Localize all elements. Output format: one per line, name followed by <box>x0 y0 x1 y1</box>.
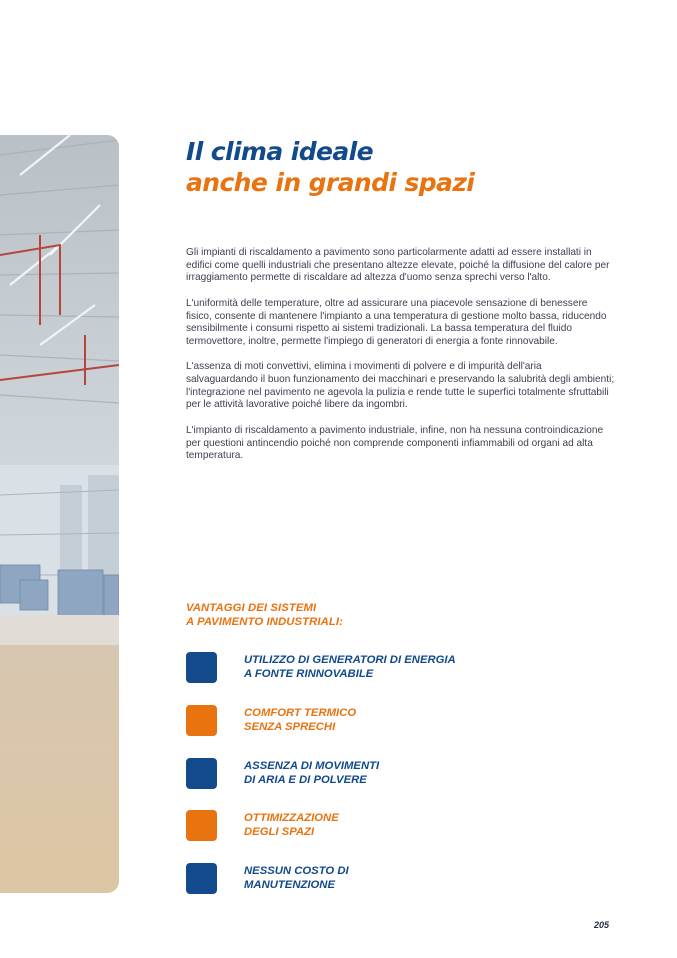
title-line-1: Il clima ideale <box>186 137 373 166</box>
advantage-label <box>244 812 339 839</box>
title-line-2: anche in grandi spazi <box>186 168 475 197</box>
advantage-label-line-1: ASSENZA DI MOVIMENTI <box>244 760 380 772</box>
advantage-label-line-1: COMFORT TERMICO <box>244 707 357 719</box>
industrial-hall-illustration <box>0 135 119 893</box>
advantage-item <box>186 758 586 790</box>
advantage-label <box>244 654 456 681</box>
advantage-label-line-2: DI ARIA E DI POLVERE <box>244 773 367 786</box>
advantage-label-line-2: A FONTE RINNOVABILE <box>244 667 374 680</box>
body-text <box>186 247 616 476</box>
advantage-label <box>244 707 356 734</box>
advantage-label-line-2: DEGLI SPAZI <box>244 825 315 838</box>
advantage-item <box>186 810 586 842</box>
blue-square-bullet <box>186 863 217 894</box>
advantage-item <box>186 652 586 684</box>
blue-square-bullet <box>186 652 217 683</box>
orange-square-bullet <box>186 810 217 841</box>
advantage-item <box>186 863 586 895</box>
advantage-label <box>244 865 349 892</box>
orange-square-bullet <box>186 705 217 736</box>
advantage-label-line-1: OTTIMIZZAZIONE <box>244 812 339 824</box>
advantages-heading <box>186 601 343 629</box>
advantage-label-line-2: SENZA SPRECHI <box>244 720 336 733</box>
advantage-label <box>244 760 379 787</box>
advantage-label-line-2: MANUTENZIONE <box>244 878 335 891</box>
page-title <box>186 136 474 198</box>
advantage-item <box>186 705 586 737</box>
page-number: 205 <box>594 920 610 930</box>
advantages-heading-line-1: VANTAGGI DEI SISTEMI <box>186 602 317 614</box>
paragraph: Gli impianti di riscaldamento a pavimento sono particolarmente adatti ad essere installati in edifici come quelli industriali che presentano altezze elevate, poiché la diffusione del calore per irraggiamento permette di riscaldare ad altezza d'uomo senza sprechi verso l'alto. <box>186 247 610 284</box>
industrial-hall-photo <box>0 135 119 893</box>
paragraph: L'impianto di riscaldamento a pavimento industriale, infine, non ha nessuna controindicazione per questioni antincendio poiché non comprende componenti infiammabili od organi ad alta temperatura. <box>186 424 604 462</box>
advantage-label-line-1: NESSUN COSTO DI <box>244 865 349 877</box>
blue-square-bullet <box>186 758 217 789</box>
advantages-heading-line-2: A PAVIMENTO INDUSTRIALI: <box>186 616 343 628</box>
paragraph: L'uniformità delle temperature, oltre ad assicurare una piacevole sensazione di benessere fisico, consente di mantenere l'impianto a una temperatura di gestione molto bassa, riducendo sensibilmente i consumi rispetto ai sistemi tradizionali. La bassa temperatura del fluido termovettore, inoltre, permette l'impiego di generatori di energia a fonte rinnovabile. <box>186 297 607 347</box>
advantage-label-line-1: UTILIZZO DI GENERATORI DI ENERGIA <box>244 654 456 666</box>
paragraph: L'assenza di moti convettivi, elimina i movimenti di polvere e di impurità dell'aria salvaguardando il buon funzionamento dei macchinari e preservando la salubrità degli ambienti; l'integrazione nel pavimento ne agevola la pulizia e rende tutte le superfici totalmente sfruttabili per le attività lavorative poiché libere da ingombri. <box>186 361 615 411</box>
